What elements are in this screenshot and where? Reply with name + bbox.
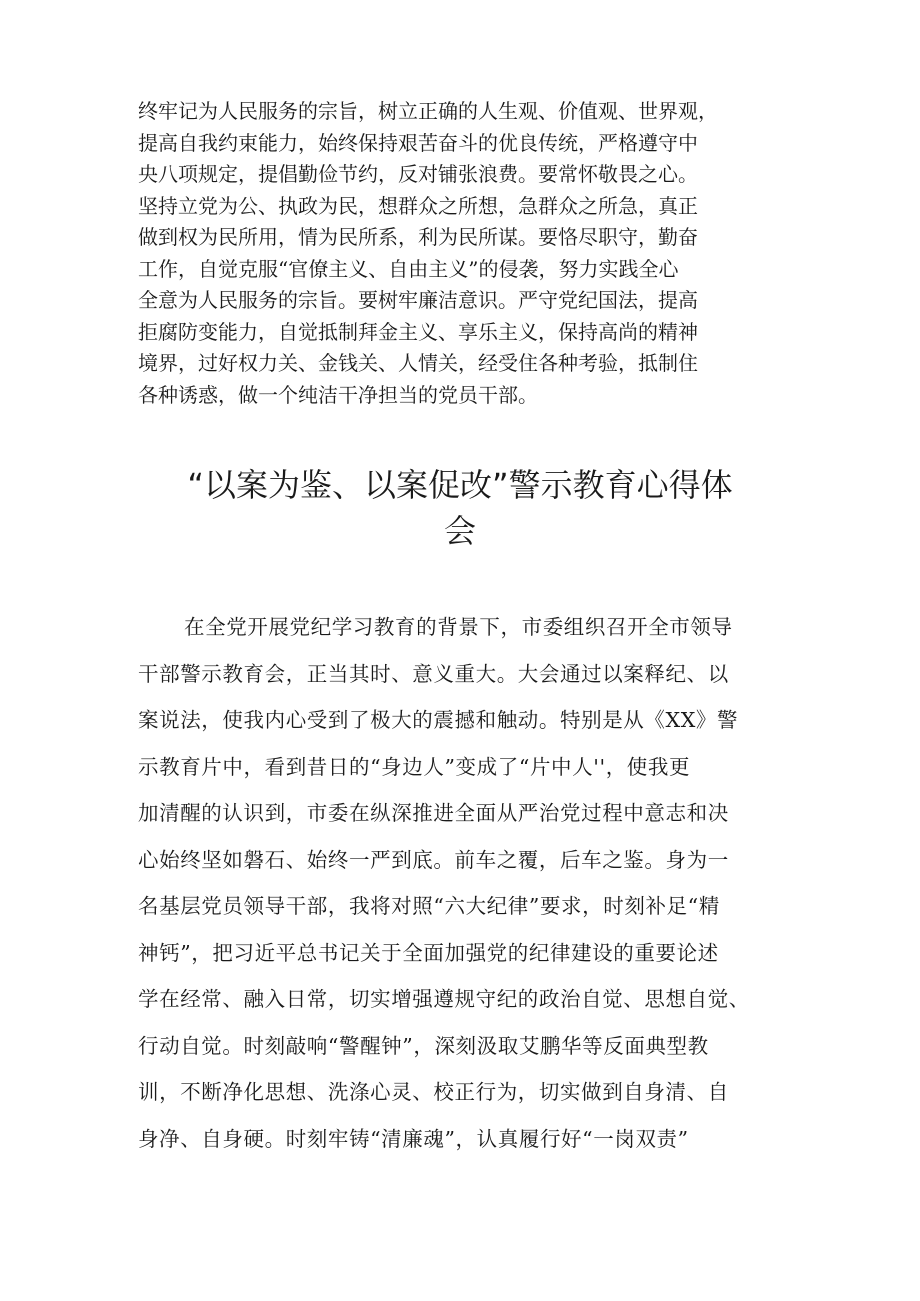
- paragraph-line: 学在经常、融入日常，切实增强遵规守纪的政治自觉、思想自觉、: [138, 987, 750, 1011]
- paragraph-line: 央八项规定，提倡勤俭节约，反对铺张浪费。要常怀敬畏之心。: [138, 162, 698, 186]
- paragraph-line: 提高自我约束能力，始终保持艰苦奋斗的优良传统，严格遵守中: [138, 130, 698, 155]
- paragraph-line: 各种诱惑，做一个纯洁干净担当的党员干部。: [138, 382, 538, 407]
- paragraph-line: 做到权为民所用，情为民所系，利为民所谋。要恪尽职守，勤奋: [138, 225, 698, 249]
- paragraph-line: 心始终坚如磐石、始终一严到底。前车之覆，后车之鉴。身为一: [138, 847, 729, 872]
- paragraph-line: 终牢记为人民服务的宗旨，树立正确的人生观、价值观、世界观，: [138, 99, 718, 123]
- paragraph-line: 示教育片中，看到昔日的“身边人”变成了“片中人''，使我更: [138, 754, 691, 779]
- paragraph-line: 训，不断净化思想、洗涤心灵、校正行为，切实做到自身清、自: [138, 1080, 729, 1104]
- paragraph-line: 名基层党员领导干部，我将对照“六大纪律”要求，时刻补足“精: [138, 894, 720, 918]
- paragraph-line: 境界，过好权力关、金钱关、人情关，经受住各种考验，抵制住: [138, 351, 698, 375]
- paragraph-line: 全意为人民服务的宗旨。要树牢廉洁意识。严守党纪国法，提高: [138, 288, 698, 312]
- top-paragraph: [138, 96, 798, 411]
- title-line: “以案为鉴、以案促改”警示教育心得体: [187, 466, 733, 504]
- paragraph-line: 拒腐防变能力，自觉抵制拜金主义、享乐主义，保持高尚的精神: [138, 319, 698, 344]
- paragraph-line: 行动自觉。时刻敲响“警醒钟”，深刻汲取艾鹏华等反面典型教: [138, 1033, 709, 1058]
- paragraph-line: 坚持立党为公、执政为民，想群众之所想，急群众之所急，真正: [138, 193, 698, 218]
- paragraph-line: 神钙”，把习近平总书记关于全面加强党的纪律建设的重要论述: [138, 940, 719, 965]
- body-paragraph: [138, 604, 818, 1162]
- paragraph-line: 工作，自觉克服“官僚主义、自由主义”的侵袭，努力实践全心: [138, 256, 679, 281]
- paragraph-line: 干部警示教育会，正当其时、意义重大。大会通过以案释纪、以: [138, 661, 729, 686]
- title-line: 会: [443, 512, 476, 550]
- page-title: [0, 462, 920, 554]
- paragraph-line: 身净、自身硬。时刻牢铸“清廉魂”，认真履行好“一岗双责”: [138, 1126, 689, 1151]
- paragraph-line: 加清醒的认识到，市委在纵深推进全面从严治党过程中意志和决: [138, 801, 729, 825]
- paragraph-line: 案说法，使我内心受到了极大的震撼和触动。特别是从《XX》警: [138, 708, 739, 732]
- paragraph-line: 在全党开展党纪学习教育的背景下，市委组织召开全市领导: [184, 615, 733, 639]
